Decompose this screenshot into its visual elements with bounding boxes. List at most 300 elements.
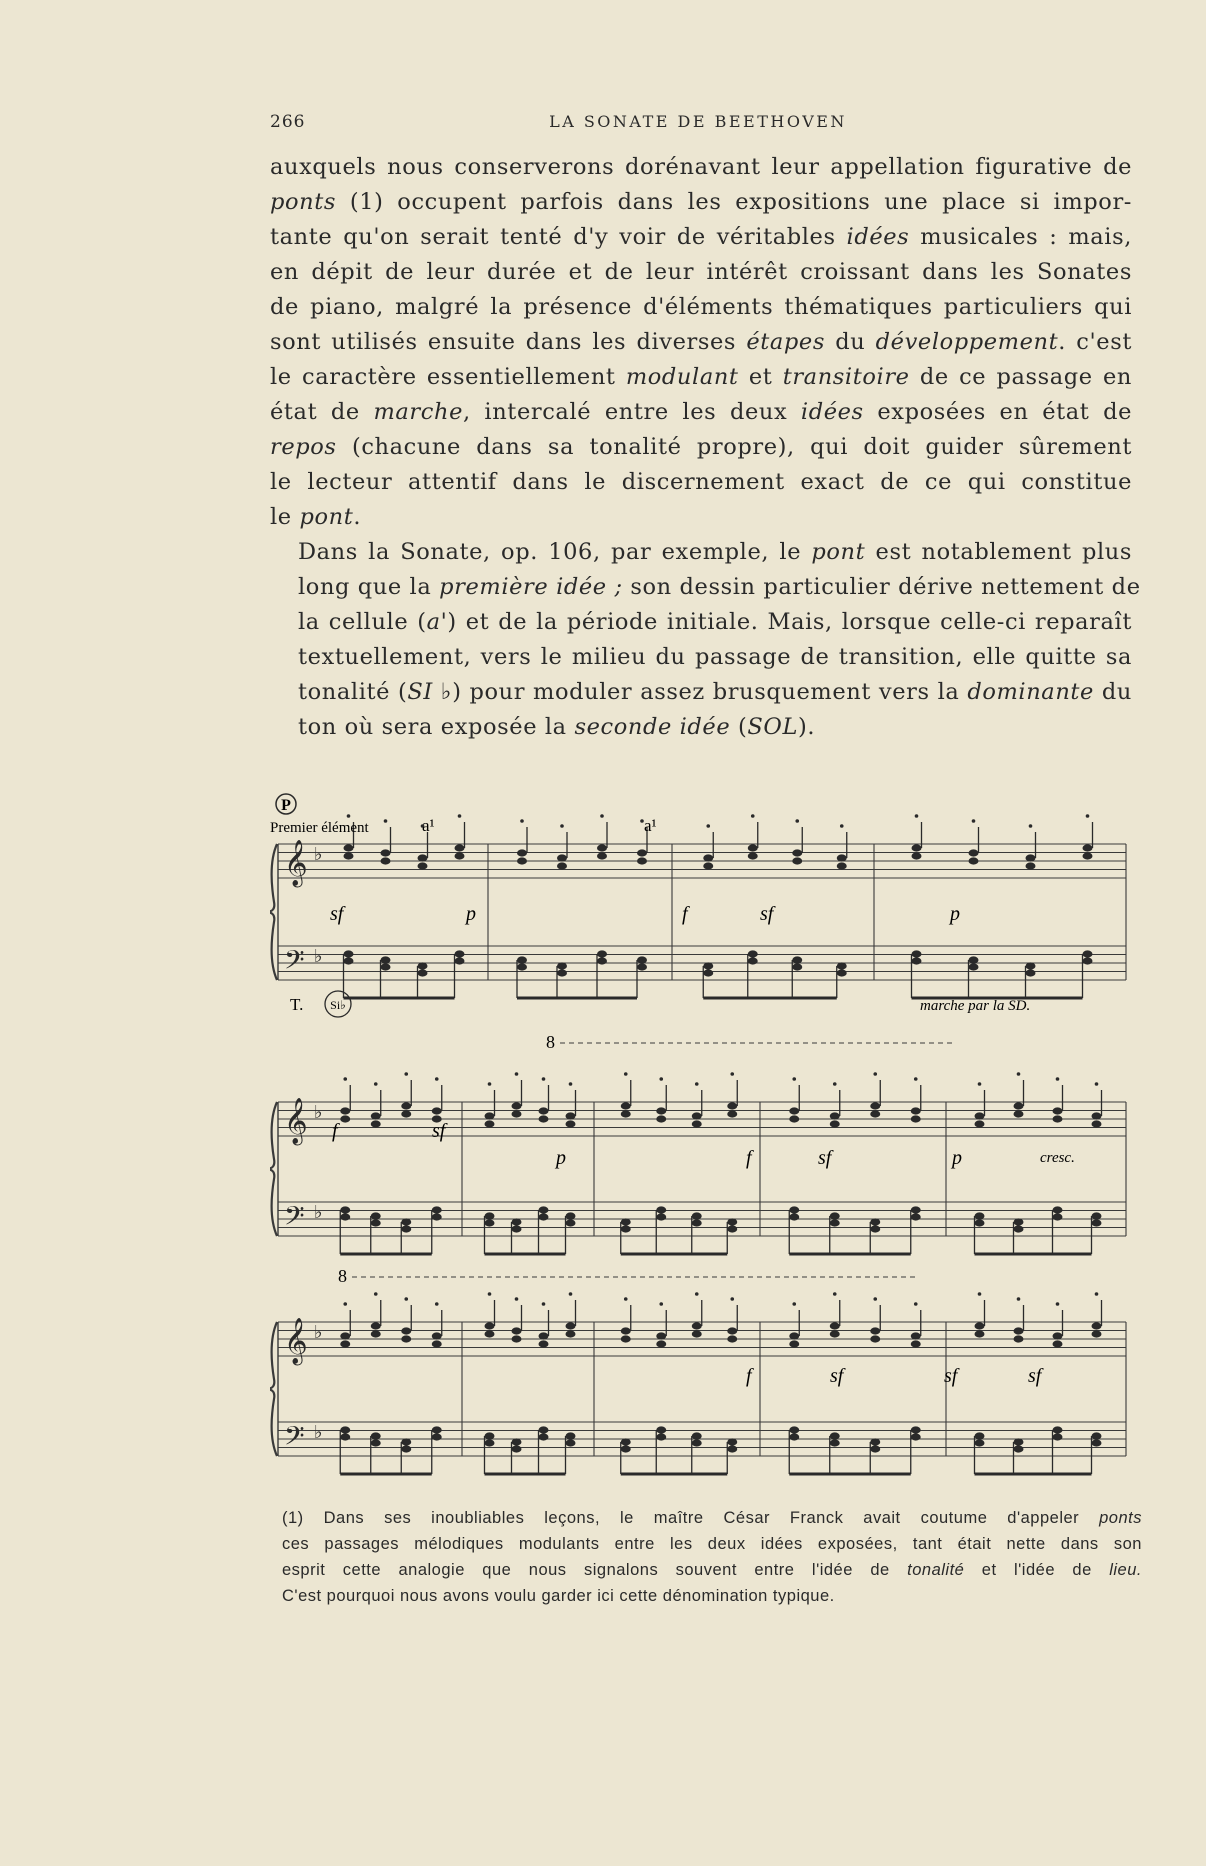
staccato-dot xyxy=(792,1077,796,1081)
note-head xyxy=(517,956,527,963)
text-line: de piano, malgré la présence d'éléments thématiques particuliers qui xyxy=(270,294,1132,320)
text-line: état de marche, intercalé entre les deux idées exposées en état de xyxy=(270,399,1133,425)
note-head xyxy=(340,1107,350,1114)
note-head xyxy=(912,844,922,851)
text-line: le caractère essentiellement modulant et transitoire de ce passage en xyxy=(270,364,1133,390)
cell-label: a¹ xyxy=(422,816,435,835)
note-head xyxy=(870,1110,880,1117)
note-head xyxy=(485,1120,495,1127)
footnote xyxy=(282,1505,1142,1609)
note-head xyxy=(566,1219,576,1226)
flat-key: ♭ xyxy=(314,1322,323,1343)
flat-key: ♭ xyxy=(314,1422,323,1443)
note-head xyxy=(911,1340,921,1347)
note-head xyxy=(692,1212,702,1219)
note-head xyxy=(401,1335,411,1342)
note-head xyxy=(621,1335,631,1342)
note-head xyxy=(727,1445,737,1452)
flat-key: ♭ xyxy=(314,1102,323,1123)
note-head xyxy=(789,1426,799,1433)
page-number: 266 xyxy=(270,112,306,132)
note-head xyxy=(566,1322,576,1329)
note-head xyxy=(692,1219,702,1226)
note-head xyxy=(792,849,802,856)
note-head xyxy=(1092,1330,1102,1337)
note-head xyxy=(656,1115,666,1122)
marche-label: marche par la SD. xyxy=(920,998,1031,1014)
note-head xyxy=(789,1332,799,1339)
note-head xyxy=(1092,1212,1102,1219)
note-head xyxy=(748,950,758,957)
text-line: le lecteur attentif dans le discernement exact de ce qui constitue xyxy=(270,469,1132,495)
staccato-dot xyxy=(624,1072,628,1076)
flat-key: ♭ xyxy=(314,844,323,865)
staccato-dot xyxy=(1086,814,1090,818)
note-head xyxy=(969,956,979,963)
note-head xyxy=(512,1438,522,1445)
note-head xyxy=(1053,1426,1063,1433)
dynamic-sf: sf xyxy=(330,903,344,925)
note-head xyxy=(837,969,847,976)
staccato-dot xyxy=(435,1302,439,1306)
note-head xyxy=(911,1213,921,1220)
footnote-line: (1) Dans ses inoubliables leçons, le maître César Franck avait coutume d'appeler ponts xyxy=(282,1509,1142,1527)
note-head xyxy=(512,1327,522,1334)
staccato-dot xyxy=(833,1292,837,1296)
staccato-dot xyxy=(795,819,799,823)
brace xyxy=(270,1322,277,1456)
note-head xyxy=(870,1225,880,1232)
note-head xyxy=(911,1107,921,1114)
brace xyxy=(270,1102,277,1236)
note-head xyxy=(566,1432,576,1439)
staccato-dot xyxy=(730,1297,734,1301)
note-head xyxy=(656,1426,666,1433)
treble-clef: 𝄞 xyxy=(284,1318,308,1364)
text-line: sont utilisés ensuite dans les diverses étapes du développement. c'est xyxy=(270,329,1132,355)
dynamic-p: p xyxy=(556,1147,566,1169)
staccato-dot xyxy=(972,819,976,823)
note-head xyxy=(656,1340,666,1347)
text-line: en dépit de leur durée et de leur intérêt croissant dans les Sonates xyxy=(270,259,1132,285)
note-head xyxy=(371,1322,381,1329)
note-head xyxy=(539,1426,549,1433)
flat-key: ♭ xyxy=(314,1202,323,1223)
cell-label: a¹ xyxy=(644,816,657,835)
rehearsal-mark: P xyxy=(281,797,291,814)
note-head xyxy=(792,857,802,864)
note-head xyxy=(830,1219,840,1226)
note-head xyxy=(727,1327,737,1334)
note-head xyxy=(1026,854,1036,861)
note-head xyxy=(401,1225,411,1232)
staccato-dot xyxy=(343,1302,347,1306)
note-head xyxy=(789,1107,799,1114)
flat-key: ♭ xyxy=(314,946,323,967)
note-head xyxy=(975,1212,985,1219)
staccato-dot xyxy=(659,1077,663,1081)
bass-clef: 𝄢 xyxy=(284,1200,305,1238)
note-head xyxy=(371,1120,381,1127)
note-head xyxy=(340,1433,350,1440)
staccato-dot xyxy=(343,1077,347,1081)
note-head xyxy=(485,1330,495,1337)
note-head xyxy=(539,1332,549,1339)
note-head xyxy=(1053,1340,1063,1347)
note-head xyxy=(418,962,428,969)
note-head xyxy=(789,1206,799,1213)
treble-clef: 𝄞 xyxy=(284,840,308,886)
text-line: tante qu'on serait tenté d'y voir de véritables idées musicales : mais, xyxy=(270,224,1132,250)
note-head xyxy=(418,969,428,976)
note-head xyxy=(789,1213,799,1220)
staccato-dot xyxy=(488,1082,492,1086)
note-head xyxy=(539,1107,549,1114)
text-line: auxquels nous conserverons dorénavant leur appellation figurative de xyxy=(270,154,1132,180)
note-head xyxy=(371,1432,381,1439)
note-head xyxy=(692,1330,702,1337)
note-head xyxy=(656,1433,666,1440)
note-head xyxy=(1014,1445,1024,1452)
staccato-dot xyxy=(659,1302,663,1306)
note-head xyxy=(830,1432,840,1439)
note-head xyxy=(1026,862,1036,869)
text-line: ton où sera exposée la seconde idée (SOL). xyxy=(298,714,816,740)
note-head xyxy=(1092,1322,1102,1329)
note-head xyxy=(1092,1219,1102,1226)
note-head xyxy=(637,849,647,856)
dynamic-p: p xyxy=(952,1147,962,1169)
note-head xyxy=(621,1438,631,1445)
note-head xyxy=(512,1218,522,1225)
note-head xyxy=(656,1107,666,1114)
note-head xyxy=(911,1332,921,1339)
dynamic-f: f xyxy=(746,1365,752,1387)
note-head xyxy=(401,1438,411,1445)
dynamic-p: p xyxy=(466,903,476,925)
staccato-dot xyxy=(1056,1302,1060,1306)
note-head xyxy=(1053,1115,1063,1122)
staccato-dot xyxy=(840,824,844,828)
note-head xyxy=(1092,1432,1102,1439)
note-head xyxy=(340,1426,350,1433)
note-head xyxy=(975,1432,985,1439)
note-head xyxy=(344,950,354,957)
note-head xyxy=(1083,957,1093,964)
note-head xyxy=(911,1115,921,1122)
staccato-dot xyxy=(1056,1077,1060,1081)
note-head xyxy=(512,1225,522,1232)
dynamic-f: f xyxy=(746,1147,752,1169)
note-head xyxy=(1014,1102,1024,1109)
note-head xyxy=(837,962,847,969)
note-head xyxy=(1014,1110,1024,1117)
note-head xyxy=(621,1225,631,1232)
note-head xyxy=(455,852,465,859)
dynamic-sf: sf xyxy=(1028,1365,1042,1387)
note-head xyxy=(1092,1439,1102,1446)
note-head xyxy=(703,854,713,861)
note-head xyxy=(656,1206,666,1213)
note-head xyxy=(637,956,647,963)
note-head xyxy=(597,844,607,851)
note-head xyxy=(371,1212,381,1219)
note-head xyxy=(557,969,567,976)
note-head xyxy=(455,950,465,957)
note-head xyxy=(1014,1225,1024,1232)
note-head xyxy=(539,1206,549,1213)
note-head xyxy=(340,1115,350,1122)
ottava-mark: 8 xyxy=(338,1266,347,1286)
note-head xyxy=(692,1120,702,1127)
note-head xyxy=(371,1219,381,1226)
note-head xyxy=(911,1206,921,1213)
note-head xyxy=(597,957,607,964)
note-head xyxy=(485,1219,495,1226)
tonality-prefix: T. xyxy=(290,995,304,1014)
text-line: long que la première idée ; son dessin particulier dérive nettement de xyxy=(298,574,1141,600)
note-head xyxy=(1092,1120,1102,1127)
note-head xyxy=(344,844,354,851)
text-line: repos (chacune dans sa tonalité propre), qui doit guider sûrement xyxy=(270,434,1132,460)
note-head xyxy=(830,1120,840,1127)
note-head xyxy=(485,1112,495,1119)
note-head xyxy=(789,1433,799,1440)
note-head xyxy=(870,1335,880,1342)
note-head xyxy=(539,1115,549,1122)
note-head xyxy=(401,1102,411,1109)
note-head xyxy=(692,1112,702,1119)
note-head xyxy=(621,1110,631,1117)
notes xyxy=(284,814,1102,1474)
staccato-dot xyxy=(458,814,462,818)
staccato-dot xyxy=(515,1072,519,1076)
note-head xyxy=(870,1218,880,1225)
note-head xyxy=(703,969,713,976)
tonality-label: Si♭ xyxy=(330,998,346,1012)
note-head xyxy=(340,1332,350,1339)
brace xyxy=(270,844,277,980)
note-head xyxy=(1083,844,1093,851)
staccato-dot xyxy=(1095,1292,1099,1296)
note-head xyxy=(830,1439,840,1446)
note-head xyxy=(371,1330,381,1337)
note-head xyxy=(975,1322,985,1329)
note-head xyxy=(566,1330,576,1337)
note-head xyxy=(432,1332,442,1339)
text-line: la cellule (a') et de la période initiale. Mais, lorsque celle-ci reparaît xyxy=(298,609,1132,635)
note-head xyxy=(748,852,758,859)
note-head xyxy=(656,1213,666,1220)
note-head xyxy=(401,1110,411,1117)
note-head xyxy=(727,1438,737,1445)
note-head xyxy=(340,1206,350,1213)
staff-lines xyxy=(270,844,1126,1456)
note-head xyxy=(837,862,847,869)
staccato-dot xyxy=(695,1292,699,1296)
note-head xyxy=(432,1213,442,1220)
note-head xyxy=(975,1330,985,1337)
note-head xyxy=(870,1102,880,1109)
staccato-dot xyxy=(374,1292,378,1296)
note-head xyxy=(692,1432,702,1439)
note-head xyxy=(597,852,607,859)
staccato-dot xyxy=(873,1297,877,1301)
note-head xyxy=(344,957,354,964)
note-head xyxy=(975,1219,985,1226)
note-head xyxy=(381,963,391,970)
dynamic-sf: sf xyxy=(944,1365,958,1387)
note-head xyxy=(975,1439,985,1446)
staccato-dot xyxy=(542,1302,546,1306)
page-header xyxy=(270,112,1126,136)
note-head xyxy=(789,1340,799,1347)
note-head xyxy=(1083,950,1093,957)
note-head xyxy=(557,854,567,861)
dynamic-p: p xyxy=(950,903,960,925)
dynamic-f: f xyxy=(682,903,688,925)
staccato-dot xyxy=(978,1082,982,1086)
note-head xyxy=(692,1439,702,1446)
note-head xyxy=(727,1110,737,1117)
staccato-dot xyxy=(404,1297,408,1301)
note-head xyxy=(340,1340,350,1347)
section-label: Premier élément xyxy=(270,820,369,836)
staccato-dot xyxy=(374,1082,378,1086)
note-head xyxy=(830,1212,840,1219)
note-head xyxy=(727,1102,737,1109)
note-head xyxy=(1053,1433,1063,1440)
score-svg xyxy=(270,792,1136,1492)
note-head xyxy=(557,962,567,969)
note-head xyxy=(512,1335,522,1342)
note-head xyxy=(340,1213,350,1220)
note-head xyxy=(621,1218,631,1225)
note-head xyxy=(539,1213,549,1220)
staccato-dot xyxy=(515,1297,519,1301)
note-head xyxy=(1053,1206,1063,1213)
text-line: textuellement, vers le milieu du passage de transition, elle quitte sa xyxy=(298,644,1132,670)
note-head xyxy=(1083,852,1093,859)
staccato-dot xyxy=(542,1077,546,1081)
note-head xyxy=(1053,1213,1063,1220)
staccato-dot xyxy=(730,1072,734,1076)
note-head xyxy=(485,1322,495,1329)
note-head xyxy=(1053,1332,1063,1339)
note-head xyxy=(517,857,527,864)
note-head xyxy=(485,1439,495,1446)
note-head xyxy=(485,1432,495,1439)
note-head xyxy=(381,849,391,856)
note-head xyxy=(870,1445,880,1452)
note-head xyxy=(455,844,465,851)
staccato-dot xyxy=(833,1082,837,1086)
staccato-dot xyxy=(873,1072,877,1076)
staccato-dot xyxy=(624,1297,628,1301)
note-head xyxy=(621,1445,631,1452)
note-head xyxy=(344,852,354,859)
note-head xyxy=(912,957,922,964)
body-text xyxy=(270,150,1141,745)
note-head xyxy=(455,957,465,964)
staccato-dot xyxy=(751,814,755,818)
text-line: ponts (1) occupent parfois dans les expositions une place si impor- xyxy=(270,189,1132,215)
note-head xyxy=(748,844,758,851)
dynamic-cresc: cresc. xyxy=(1040,1150,1075,1166)
dynamic-sf: sf xyxy=(818,1147,832,1169)
note-head xyxy=(1026,969,1036,976)
text-line: le pont. xyxy=(270,504,362,530)
staccato-dot xyxy=(914,1302,918,1306)
note-head xyxy=(1026,962,1036,969)
note-head xyxy=(837,854,847,861)
note-head xyxy=(401,1327,411,1334)
note-head xyxy=(789,1115,799,1122)
staccato-dot xyxy=(706,824,710,828)
footnote-line: ces passages mélodiques modulants entre les deux idées exposées, tant était nette dans son xyxy=(282,1535,1142,1553)
staccato-dot xyxy=(792,1302,796,1306)
note-head xyxy=(371,1112,381,1119)
note-head xyxy=(539,1433,549,1440)
note-head xyxy=(656,1332,666,1339)
note-head xyxy=(870,1327,880,1334)
paragraph-1 xyxy=(270,150,1132,535)
note-head xyxy=(727,1225,737,1232)
note-head xyxy=(566,1120,576,1127)
note-head xyxy=(566,1112,576,1119)
note-head xyxy=(703,962,713,969)
note-head xyxy=(911,1426,921,1433)
staccato-dot xyxy=(404,1072,408,1076)
staccato-dot xyxy=(600,814,604,818)
note-head xyxy=(830,1322,840,1329)
note-head xyxy=(912,950,922,957)
note-head xyxy=(792,963,802,970)
note-head xyxy=(432,1426,442,1433)
note-head xyxy=(401,1445,411,1452)
note-head xyxy=(539,1340,549,1347)
note-head xyxy=(566,1439,576,1446)
staccato-dot xyxy=(569,1292,573,1296)
note-head xyxy=(727,1218,737,1225)
staccato-dot xyxy=(520,819,524,823)
note-head xyxy=(748,957,758,964)
note-head xyxy=(1014,1438,1024,1445)
note-head xyxy=(512,1102,522,1109)
staccato-dot xyxy=(488,1292,492,1296)
footnote-line: esprit cette analogie que nous signalons souvent entre l'idée de tonalité et l'idée de lieu. xyxy=(282,1561,1142,1579)
note-head xyxy=(401,1218,411,1225)
dynamic-sf: sf xyxy=(760,903,774,925)
paragraph-2 xyxy=(270,535,1141,745)
note-head xyxy=(703,862,713,869)
note-head xyxy=(418,854,428,861)
note-head xyxy=(517,849,527,856)
note-head xyxy=(432,1206,442,1213)
note-head xyxy=(830,1330,840,1337)
note-head xyxy=(792,956,802,963)
bass-clef: 𝄢 xyxy=(284,1420,305,1458)
note-head xyxy=(512,1445,522,1452)
note-head xyxy=(969,849,979,856)
note-head xyxy=(1014,1335,1024,1342)
note-head xyxy=(637,857,647,864)
note-head xyxy=(1014,1327,1024,1334)
note-head xyxy=(692,1322,702,1329)
staccato-dot xyxy=(347,814,351,818)
note-head xyxy=(512,1110,522,1117)
staccato-dot xyxy=(1017,1072,1021,1076)
